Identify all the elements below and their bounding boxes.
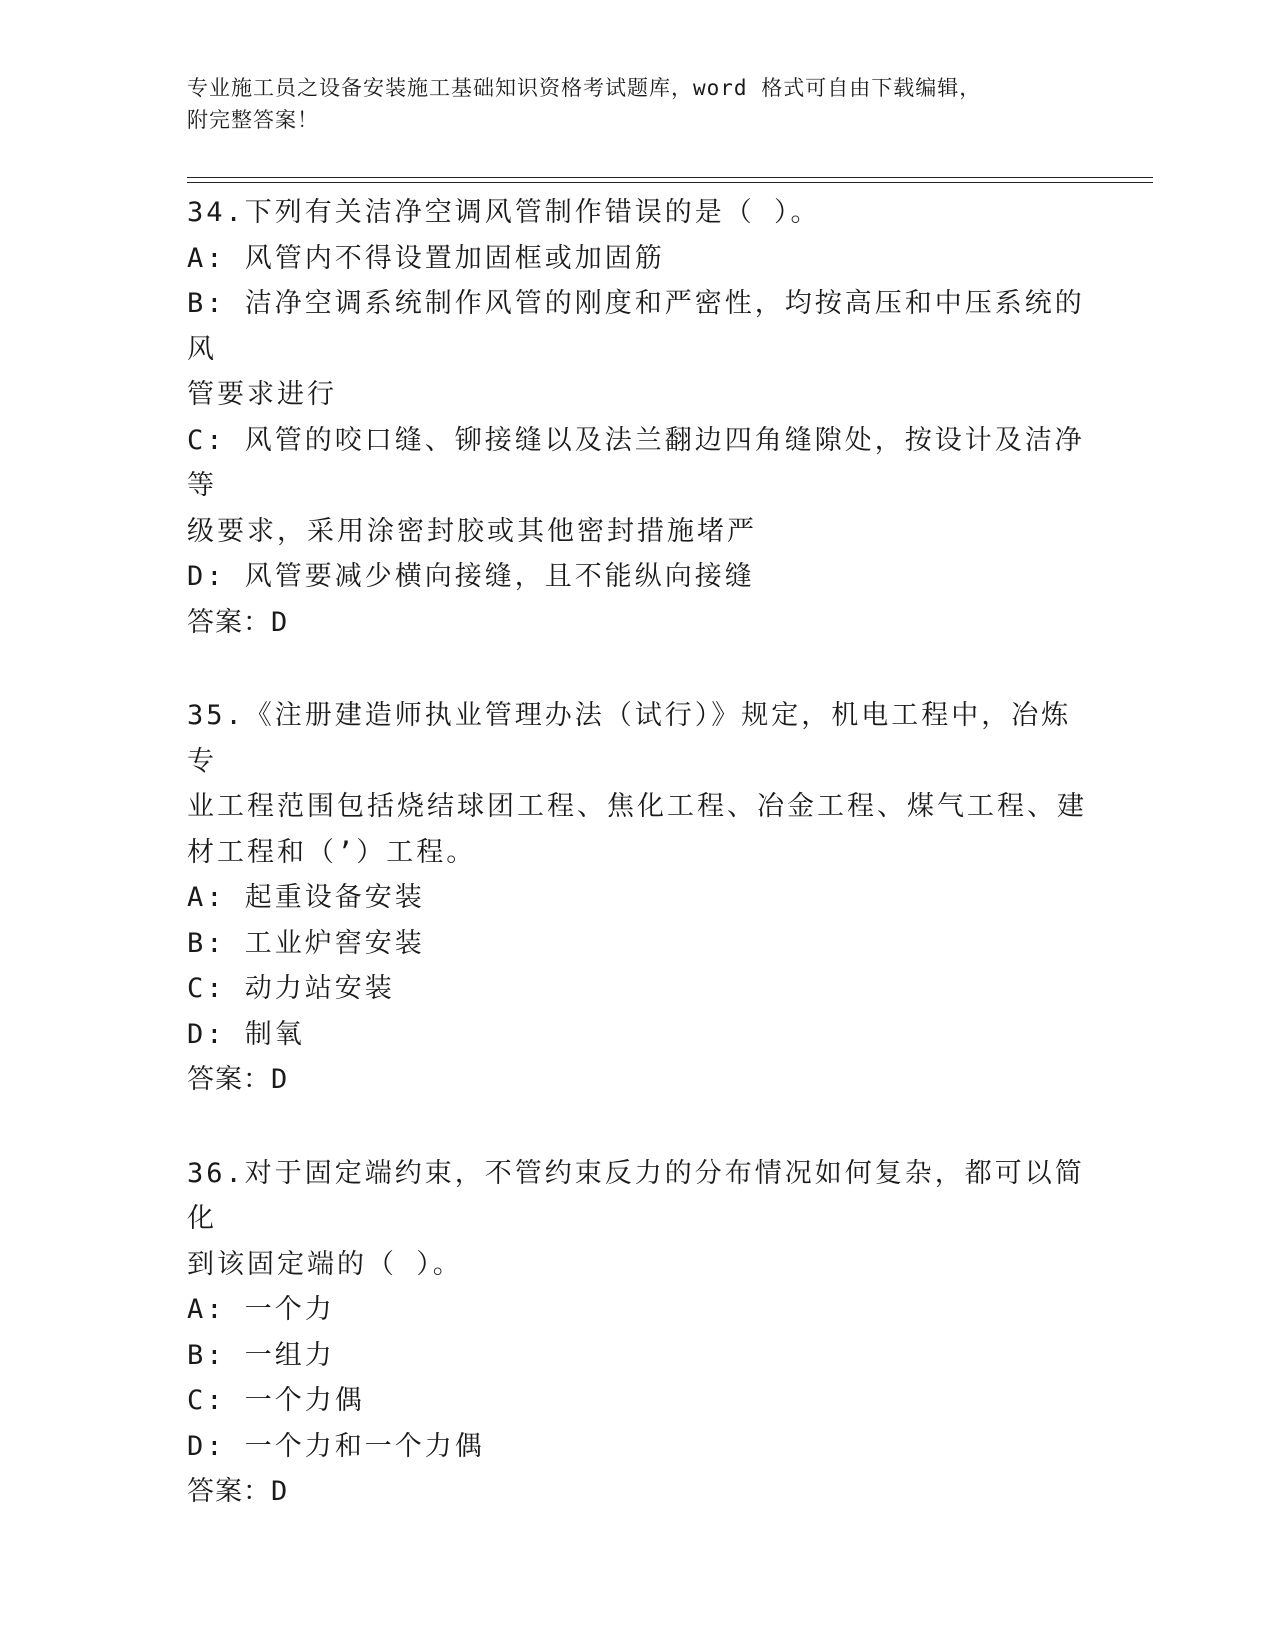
header-divider-bottom bbox=[187, 182, 1153, 183]
question-35 bbox=[187, 693, 1087, 1103]
question-stem: 34.下列有关洁净空调风管制作错误的是（ ）。 bbox=[187, 197, 821, 228]
option-b-continued: 管要求进行 bbox=[187, 379, 337, 410]
option-c: C: 一个力偶 bbox=[187, 1385, 365, 1416]
question-list bbox=[187, 190, 1087, 1563]
answer: 答案：D bbox=[187, 606, 289, 638]
answer: 答案：D bbox=[187, 1064, 289, 1095]
option-b: B: 一组力 bbox=[187, 1339, 335, 1371]
option-b: B: 工业炉窖安装 bbox=[187, 927, 425, 959]
option-a: A: 一个力 bbox=[187, 1294, 335, 1325]
option-c-continued: 级要求，采用涂密封胶或其他密封措施堵严 bbox=[187, 515, 757, 547]
option-c: C: 动力站安装 bbox=[187, 973, 395, 1004]
header-line-2: 附完整答案！ bbox=[187, 108, 319, 132]
question-stem-continued: 到该固定端的（ ）。 bbox=[187, 1248, 463, 1280]
question-stem: 35.《注册建造师执业管理办法（试行）》规定，机电工程中，冶炼专 bbox=[187, 700, 1072, 777]
document-header bbox=[187, 72, 1087, 136]
question-36 bbox=[187, 1151, 1087, 1515]
option-a: A: 起重设备安装 bbox=[187, 882, 425, 913]
option-d: D: 风管要减少横向接缝，且不能纵向接缝 bbox=[187, 561, 755, 592]
question-stem-continued: 材工程和（’）工程。 bbox=[187, 836, 477, 868]
header-divider-top bbox=[187, 177, 1153, 178]
question-stem-continued: 业工程范围包括烧结球团工程、焦化工程、冶金工程、煤气工程、建 bbox=[187, 791, 1087, 822]
header-line-1: 专业施工员之设备安装施工基础知识资格考试题库，word 格式可自由下载编辑， bbox=[187, 76, 982, 100]
question-34 bbox=[187, 190, 1087, 645]
answer: 答案：D bbox=[187, 1476, 289, 1507]
option-b: B: 洁净空调系统制作风管的刚度和严密性，均按高压和中压系统的风 bbox=[187, 288, 1085, 365]
option-c: C: 风管的咬口缝、铆接缝以及法兰翻边四角缝隙处，按设计及洁净等 bbox=[187, 424, 1085, 501]
option-d: D: 制氧 bbox=[187, 1018, 305, 1050]
option-a: A: 风管内不得设置加固框或加固筋 bbox=[187, 242, 665, 274]
option-d: D: 一个力和一个力偶 bbox=[187, 1430, 485, 1462]
question-stem: 36.对于固定端约束，不管约束反力的分布情况如何复杂，都可以简化 bbox=[187, 1157, 1085, 1234]
